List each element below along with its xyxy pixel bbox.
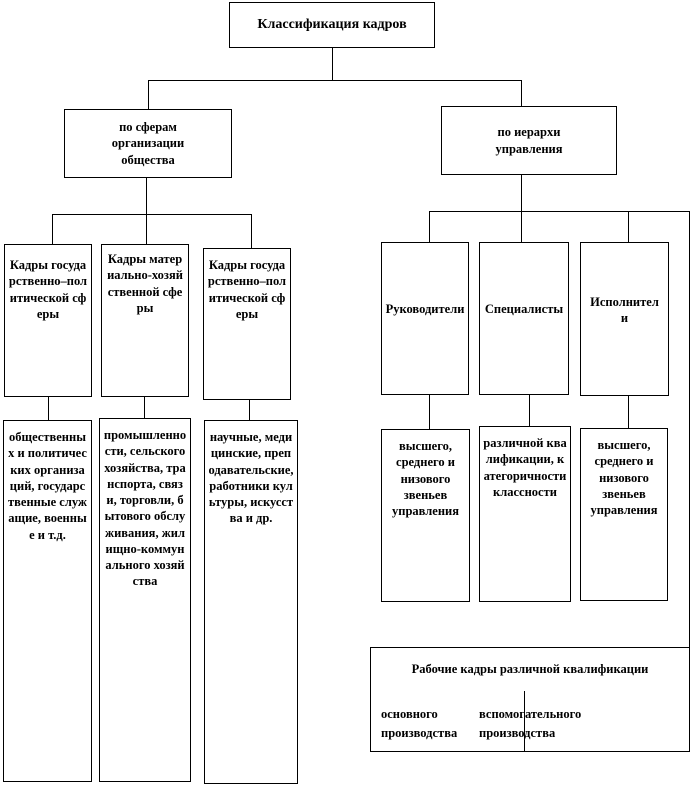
- hierarchy-category-title: Руководители: [385, 302, 465, 317]
- sphere-examples-box: [99, 418, 191, 782]
- connector: [332, 48, 333, 81]
- sphere-category-box: [203, 248, 291, 400]
- connector: [521, 175, 522, 212]
- hierarchy-examples-box: [479, 426, 571, 602]
- hierarchy-examples-text: высшего, среднего и низового звеньев управления: [392, 439, 459, 518]
- workers-body-box: [370, 691, 690, 752]
- workers-title-box: [370, 647, 690, 692]
- branch-hierarchy-box: [441, 106, 617, 175]
- connector: [52, 214, 252, 215]
- connector: [52, 214, 53, 244]
- connector: [146, 214, 147, 244]
- connector: [521, 80, 522, 106]
- sphere-category-box: [101, 244, 189, 397]
- branch-hierarchy-label: по иерархи управления: [495, 125, 563, 156]
- sphere-category-title: Кадры материально-хозяйственной сферы: [107, 252, 183, 315]
- connector: [249, 399, 250, 420]
- hierarchy-category-title: Специалисты: [484, 302, 564, 317]
- workers-main-production: основного производства: [381, 707, 458, 740]
- hierarchy-examples-box: [381, 429, 470, 602]
- connector: [48, 396, 49, 420]
- workers-title: Рабочие кадры различной квалификации: [411, 662, 649, 677]
- branch-sphere-label: по сферам организации общества: [111, 120, 185, 167]
- connector: [144, 396, 145, 418]
- hierarchy-category-box: [479, 242, 569, 395]
- connector: [148, 80, 522, 81]
- connector: [148, 80, 149, 109]
- sphere-category-title: Кадры государственно–политической сферы: [8, 258, 88, 321]
- hierarchy-category-title: Исполнители: [590, 294, 659, 325]
- root-label: Классификация кадров: [257, 16, 407, 32]
- branch-sphere-box: [64, 109, 232, 178]
- sphere-examples-text: научные, медицинские, преподавательские, работники культуры, искусства и др.: [208, 430, 294, 526]
- hierarchy-examples-text: различной квалификации, категоричности классности: [483, 436, 567, 499]
- connector: [429, 211, 690, 212]
- diagram-root-box: [229, 2, 435, 48]
- sphere-category-title: Кадры государственно–политической сферы: [207, 258, 287, 321]
- connector: [429, 394, 430, 429]
- connector: [628, 396, 629, 428]
- connector: [251, 214, 252, 248]
- sphere-examples-text: общественных и политических организаций, государственные служащие, военные и т.д.: [8, 430, 87, 542]
- connector: [628, 211, 629, 242]
- workers-auxiliary-production: вспомогательного производства: [479, 707, 582, 740]
- connector: [521, 211, 522, 242]
- sphere-examples-text: промышленности, сельского хозяйства, транспорта, связи, торговли, бытового обслуживания, жилищно-коммунального хозяйства: [103, 428, 187, 589]
- connector: [429, 211, 430, 242]
- sphere-examples-box: [204, 420, 298, 784]
- connector: [529, 394, 530, 426]
- hierarchy-examples-text: высшего, среднего и низового звеньев управления: [590, 438, 658, 517]
- hierarchy-category-box: [580, 242, 669, 396]
- connector: [689, 211, 690, 647]
- sphere-examples-box: [3, 420, 92, 782]
- hierarchy-examples-box: [580, 428, 668, 601]
- connector: [146, 178, 147, 215]
- sphere-category-box: [4, 244, 92, 397]
- hierarchy-category-box: [381, 242, 469, 395]
